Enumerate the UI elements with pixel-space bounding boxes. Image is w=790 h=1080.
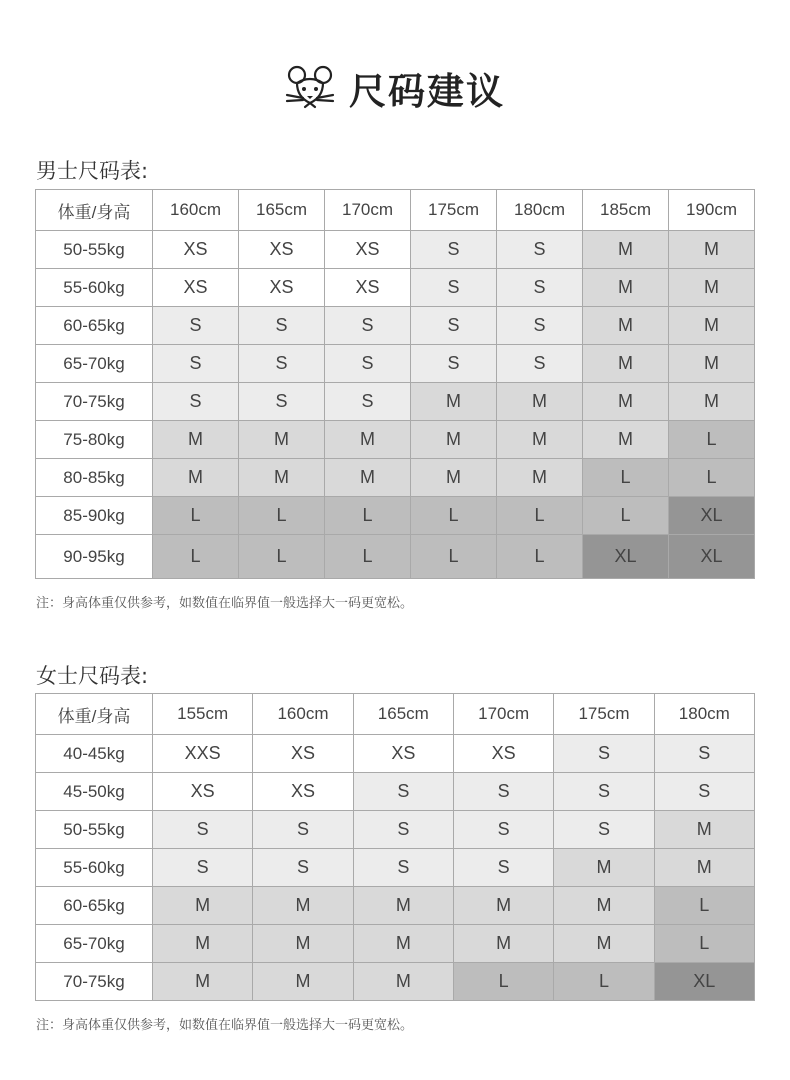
size-cell: L bbox=[583, 497, 669, 535]
size-cell: S bbox=[353, 773, 453, 811]
page-title: 尺码建议 bbox=[349, 70, 505, 113]
table-row bbox=[36, 773, 755, 811]
table-row bbox=[36, 459, 755, 497]
table-row bbox=[36, 849, 755, 887]
weight-cell: 65-70kg bbox=[36, 925, 153, 963]
men-table-note: 注：身高体重仅供参考，如数值在临界值一般选择大一码更宽松。 bbox=[36, 596, 414, 611]
height-header-cell: 165cm bbox=[239, 190, 325, 231]
size-cell: M bbox=[583, 421, 669, 459]
size-cell: S bbox=[153, 345, 239, 383]
size-cell: M bbox=[453, 887, 553, 925]
weight-cell: 60-65kg bbox=[36, 887, 153, 925]
height-header-cell: 190cm bbox=[669, 190, 755, 231]
size-cell: M bbox=[353, 925, 453, 963]
size-cell: S bbox=[411, 345, 497, 383]
table-row bbox=[36, 231, 755, 269]
size-cell: S bbox=[239, 307, 325, 345]
table-row bbox=[36, 497, 755, 535]
size-cell: M bbox=[583, 383, 669, 421]
size-cell: M bbox=[497, 421, 583, 459]
size-cell: S bbox=[654, 773, 754, 811]
table-row bbox=[36, 811, 755, 849]
size-cell: L bbox=[239, 535, 325, 579]
size-cell: S bbox=[411, 269, 497, 307]
size-cell: XL bbox=[583, 535, 669, 579]
size-cell: XS bbox=[153, 231, 239, 269]
height-header-cell: 160cm bbox=[253, 694, 353, 735]
height-header-cell: 180cm bbox=[654, 694, 754, 735]
height-header-cell: 155cm bbox=[153, 694, 253, 735]
weight-cell: 45-50kg bbox=[36, 773, 153, 811]
table-row bbox=[36, 307, 755, 345]
size-cell: L bbox=[654, 925, 754, 963]
size-cell: L bbox=[325, 497, 411, 535]
size-cell: XS bbox=[325, 269, 411, 307]
weight-cell: 70-75kg bbox=[36, 383, 153, 421]
weight-cell: 55-60kg bbox=[36, 849, 153, 887]
size-cell: S bbox=[554, 773, 654, 811]
size-cell: S bbox=[325, 307, 411, 345]
size-cell: S bbox=[353, 849, 453, 887]
weight-cell: 80-85kg bbox=[36, 459, 153, 497]
size-cell: M bbox=[325, 459, 411, 497]
size-cell: M bbox=[253, 963, 353, 1001]
size-cell: XL bbox=[669, 535, 755, 579]
women-table-label: 女士尺码表: bbox=[36, 664, 149, 688]
size-cell: L bbox=[497, 535, 583, 579]
mouse-logo-icon bbox=[285, 63, 335, 113]
height-header-cell: 185cm bbox=[583, 190, 669, 231]
size-cell: L bbox=[453, 963, 553, 1001]
height-header-cell: 165cm bbox=[353, 694, 453, 735]
table-row bbox=[36, 269, 755, 307]
table-header-row bbox=[36, 190, 755, 231]
size-cell: M bbox=[583, 345, 669, 383]
size-cell: XS bbox=[325, 231, 411, 269]
size-cell: S bbox=[497, 231, 583, 269]
size-cell: M bbox=[353, 963, 453, 1001]
size-cell: M bbox=[497, 383, 583, 421]
size-cell: M bbox=[654, 811, 754, 849]
size-cell: L bbox=[411, 497, 497, 535]
size-cell: M bbox=[554, 925, 654, 963]
size-cell: M bbox=[669, 231, 755, 269]
height-header-cell: 170cm bbox=[453, 694, 553, 735]
table-row bbox=[36, 345, 755, 383]
size-cell: L bbox=[654, 887, 754, 925]
size-cell: M bbox=[669, 269, 755, 307]
size-cell: M bbox=[554, 887, 654, 925]
size-cell: S bbox=[411, 307, 497, 345]
size-cell: XS bbox=[253, 735, 353, 773]
size-cell: S bbox=[497, 307, 583, 345]
size-cell: S bbox=[497, 269, 583, 307]
size-cell: M bbox=[411, 421, 497, 459]
corner-header-cell: 体重/身高 bbox=[36, 694, 153, 735]
height-header-cell: 180cm bbox=[497, 190, 583, 231]
weight-cell: 85-90kg bbox=[36, 497, 153, 535]
size-cell: XXS bbox=[153, 735, 253, 773]
size-cell: M bbox=[411, 459, 497, 497]
size-cell: L bbox=[669, 459, 755, 497]
corner-header-cell: 体重/身高 bbox=[36, 190, 153, 231]
size-cell: S bbox=[497, 345, 583, 383]
size-cell: XS bbox=[253, 773, 353, 811]
size-cell: M bbox=[153, 887, 253, 925]
size-cell: M bbox=[453, 925, 553, 963]
size-cell: XS bbox=[153, 773, 253, 811]
table-row bbox=[36, 963, 755, 1001]
size-cell: L bbox=[497, 497, 583, 535]
size-cell: S bbox=[253, 811, 353, 849]
size-cell: XL bbox=[669, 497, 755, 535]
weight-cell: 65-70kg bbox=[36, 345, 153, 383]
size-cell: L bbox=[325, 535, 411, 579]
table-row bbox=[36, 735, 755, 773]
size-cell: S bbox=[153, 849, 253, 887]
size-cell: XL bbox=[654, 963, 754, 1001]
size-cell: S bbox=[153, 383, 239, 421]
size-cell: S bbox=[239, 383, 325, 421]
weight-cell: 70-75kg bbox=[36, 963, 153, 1001]
table-row bbox=[36, 421, 755, 459]
size-cell: L bbox=[411, 535, 497, 579]
weight-cell: 60-65kg bbox=[36, 307, 153, 345]
height-header-cell: 175cm bbox=[554, 694, 654, 735]
men-size-table bbox=[35, 189, 755, 579]
weight-cell: 55-60kg bbox=[36, 269, 153, 307]
size-cell: XS bbox=[239, 231, 325, 269]
weight-cell: 50-55kg bbox=[36, 811, 153, 849]
height-header-cell: 170cm bbox=[325, 190, 411, 231]
table-row bbox=[36, 887, 755, 925]
weight-cell: 90-95kg bbox=[36, 535, 153, 579]
size-cell: S bbox=[411, 231, 497, 269]
size-cell: M bbox=[497, 459, 583, 497]
size-cell: S bbox=[554, 735, 654, 773]
size-cell: M bbox=[583, 269, 669, 307]
size-cell: S bbox=[239, 345, 325, 383]
weight-cell: 75-80kg bbox=[36, 421, 153, 459]
size-cell: XS bbox=[453, 735, 553, 773]
size-cell: M bbox=[239, 459, 325, 497]
size-cell: L bbox=[153, 497, 239, 535]
size-cell: S bbox=[253, 849, 353, 887]
size-cell: L bbox=[669, 421, 755, 459]
size-cell: S bbox=[153, 307, 239, 345]
size-cell: M bbox=[153, 925, 253, 963]
size-cell: L bbox=[239, 497, 325, 535]
size-cell: L bbox=[583, 459, 669, 497]
weight-cell: 50-55kg bbox=[36, 231, 153, 269]
size-cell: S bbox=[453, 811, 553, 849]
size-cell: S bbox=[153, 811, 253, 849]
size-cell: M bbox=[654, 849, 754, 887]
size-cell: M bbox=[353, 887, 453, 925]
table-row bbox=[36, 383, 755, 421]
size-cell: M bbox=[153, 421, 239, 459]
size-cell: S bbox=[353, 811, 453, 849]
height-header-cell: 175cm bbox=[411, 190, 497, 231]
size-cell: M bbox=[253, 925, 353, 963]
size-cell: L bbox=[554, 963, 654, 1001]
size-cell: M bbox=[239, 421, 325, 459]
size-cell: S bbox=[554, 811, 654, 849]
weight-cell: 40-45kg bbox=[36, 735, 153, 773]
size-cell: M bbox=[153, 963, 253, 1001]
size-cell: M bbox=[669, 307, 755, 345]
table-row bbox=[36, 535, 755, 579]
size-cell: M bbox=[411, 383, 497, 421]
size-cell: M bbox=[554, 849, 654, 887]
men-table-label: 男士尺码表: bbox=[36, 159, 149, 183]
size-cell: M bbox=[583, 307, 669, 345]
size-cell: M bbox=[153, 459, 239, 497]
size-cell: M bbox=[253, 887, 353, 925]
size-cell: XS bbox=[153, 269, 239, 307]
table-row bbox=[36, 925, 755, 963]
size-cell: M bbox=[669, 345, 755, 383]
page-header bbox=[0, 60, 790, 116]
size-cell: M bbox=[669, 383, 755, 421]
height-header-cell: 160cm bbox=[153, 190, 239, 231]
size-cell: S bbox=[654, 735, 754, 773]
women-table-note: 注：身高体重仅供参考，如数值在临界值一般选择大一码更宽松。 bbox=[36, 1018, 414, 1033]
size-cell: M bbox=[583, 231, 669, 269]
size-cell: XS bbox=[239, 269, 325, 307]
size-cell: M bbox=[325, 421, 411, 459]
women-size-table bbox=[35, 693, 755, 1001]
size-cell: S bbox=[453, 849, 553, 887]
size-cell: S bbox=[325, 345, 411, 383]
size-cell: S bbox=[453, 773, 553, 811]
table-header-row bbox=[36, 694, 755, 735]
size-cell: L bbox=[153, 535, 239, 579]
size-cell: XS bbox=[353, 735, 453, 773]
size-cell: S bbox=[325, 383, 411, 421]
